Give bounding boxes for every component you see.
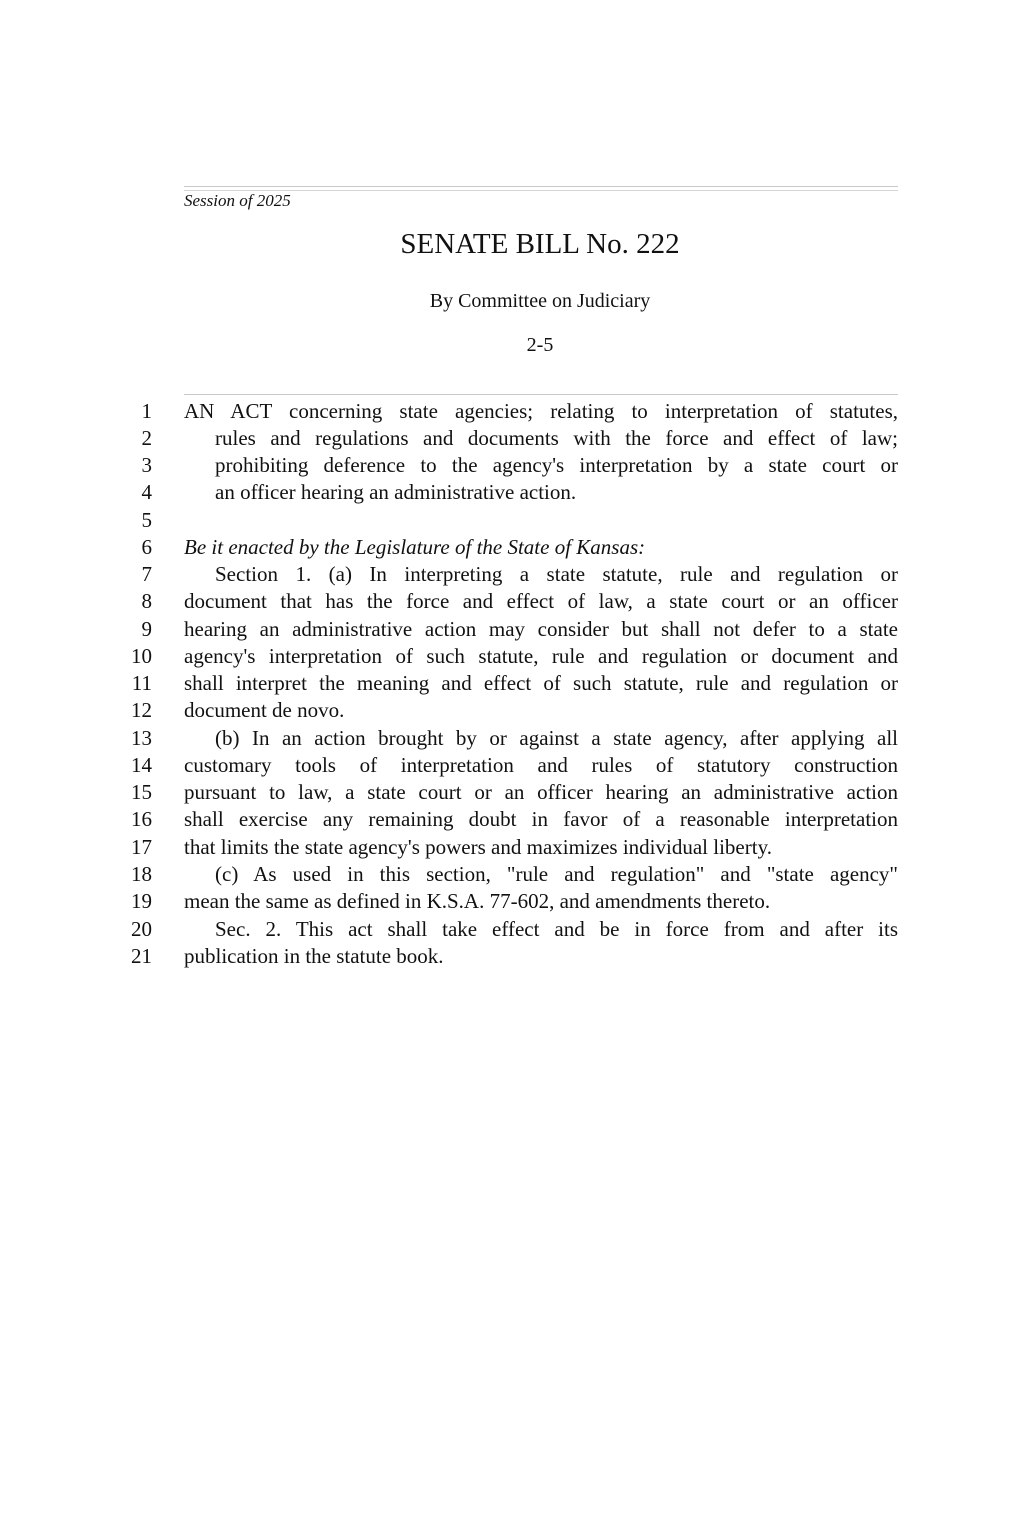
bill-text-line: prohibiting deference to the agency's interpretation by a state court or [215,453,898,477]
bill-text-line: shall exercise any remaining doubt in favor of a reasonable interpretation [184,807,898,831]
bill-text-line: that limits the state agency's powers and maximizes individual liberty. [184,835,772,859]
line-number: 13 [131,726,152,750]
bill-text-line: shall interpret the meaning and effect of such statute, rule and regulation or [184,671,898,695]
bill-text-line: (b) In an action brought by or against a state agency, after applying all [215,726,898,750]
bill-text-line: (c) As used in this section, "rule and regulation" and "state agency" [215,862,898,886]
bill-text-line: hearing an administrative action may consider but shall not defer to a state [184,617,898,641]
header-rule-bottom [184,190,898,191]
bill-text-line: an officer hearing an administrative action. [215,480,577,504]
body-rule [184,394,898,395]
bill-text-line: AN ACT concerning state agencies; relating to interpretation of statutes, [184,399,898,423]
line-number: 10 [131,644,152,668]
line-number: 9 [141,617,152,641]
bill-date: 2-5 [526,334,554,356]
bill-text-line: rules and regulations and documents with the force and effect of law; [215,426,898,450]
bill-sponsor: By Committee on Judiciary [429,290,651,312]
line-number: 21 [131,944,152,968]
bill-text-line: agency's interpretation of such statute, rule and regulation or document and [184,644,898,668]
header-rule-top [184,186,898,187]
bill-text-line: mean the same as defined in K.S.A. 77-602, and amendments thereto. [184,889,771,913]
line-number: 4 [141,480,152,504]
line-number: 18 [131,862,152,886]
bill-text-line: document de novo. [184,698,345,722]
bill-text-line: publication in the statute book. [184,944,444,968]
session-label: Session of 2025 [184,191,291,210]
bill-text-line: document that has the force and effect of law, a state court or an officer [184,589,898,613]
line-number: 14 [131,753,152,777]
bill-text-line: customary tools of interpretation and rules of statutory construction [184,753,898,777]
line-number: 16 [131,807,152,831]
bill-title: SENATE BILL No. 222 [400,228,680,260]
bill-text-line: pursuant to law, a state court or an officer hearing an administrative action [184,780,898,804]
line-number: 5 [141,508,152,532]
bill-text-line: Sec. 2. This act shall take effect and be in force from and after its [215,917,898,941]
line-number: 15 [131,780,152,804]
line-number: 1 [141,399,152,423]
line-number: 20 [131,917,152,941]
line-number: 11 [131,671,152,695]
line-number: 8 [141,589,152,613]
line-number: 3 [141,453,152,477]
line-number: 6 [141,535,152,559]
line-number: 19 [131,889,152,913]
line-number: 17 [131,835,152,859]
bill-text-line: Section 1. (a) In interpreting a state statute, rule and regulation or [215,562,898,586]
line-number: 7 [141,562,152,586]
enacting-clause: Be it enacted by the Legislature of the State of Kansas: [184,535,646,559]
line-number: 2 [141,426,152,450]
line-number: 12 [131,698,152,722]
